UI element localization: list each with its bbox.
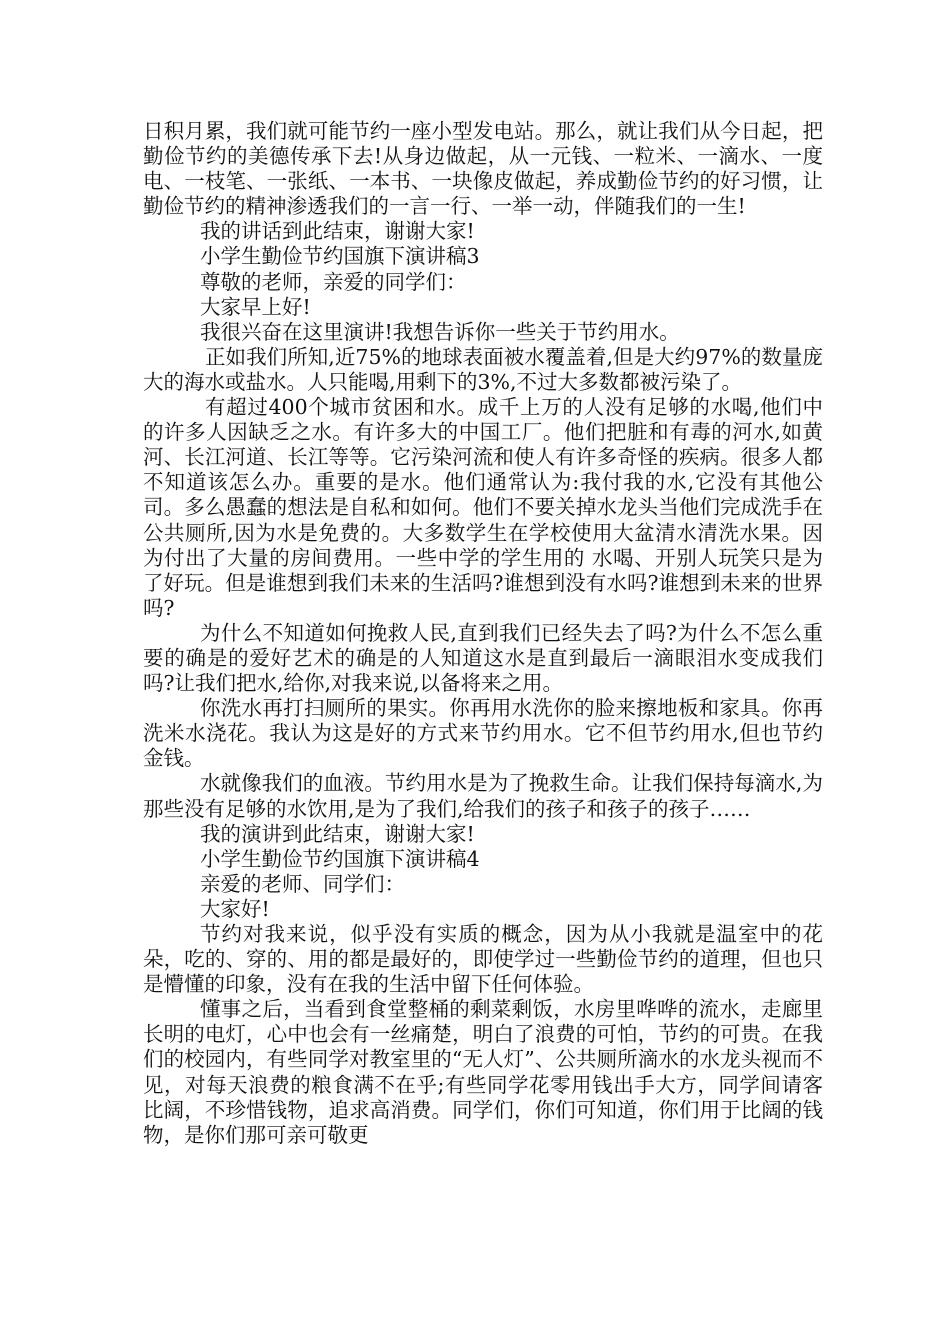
- paragraph-1: 日积月累，我们就可能节约一座小型发电站。那么，就让我们从今日起，把勤俭节约的美德传承下去!从身边做起，从一元钱、一粒米、一滴水、一度电、一枝笔、一张纸、一本书、一块像皮做起，养成勤俭节约的好习惯，让勤俭节约的精神渗透我们的一言一行、一举一动，伴随我们的一生!: [143, 119, 823, 219]
- section-heading-3: 小学生勤俭节约国旗下演讲稿3: [200, 244, 480, 269]
- greeting-4: 大家好!: [200, 896, 270, 921]
- paragraph-blood: 水就像我们的血液。节约用水是为了挽救生命。让我们保持每滴水,为那些没有足够的水饮用,是为了我们,给我们的孩子和孩子的孩子……: [143, 771, 823, 821]
- paragraph-water-facts: 正如我们所知,近75%的地球表面被水覆盖着,但是大约97%的数量庞大的海水或盐水。人只能喝,用剩下的3%,不过大多数都被污染了。: [143, 344, 823, 394]
- paragraph-closing-3: 我的演讲到此结束，谢谢大家!: [200, 821, 475, 846]
- paragraph-2: 我的讲话到此结束，谢谢大家!: [200, 219, 475, 244]
- section-heading-4: 小学生勤俭节约国旗下演讲稿4: [200, 846, 480, 871]
- paragraph-understanding: 懂事之后，当看到食堂整桶的剩菜剩饭，水房里哗哗的流水，走廊里长明的电灯，心中也会有一丝痛楚，明白了浪费的可怕，节约的可贵。在我们的校园内，有些同学对教室里的“无人灯”、公共厕所滴水的水龙头视而不见，对每天浪费的粮食满不在乎;有些同学花零用钱出手大方，同学间请客比阔，不珍惜钱物，追求高消费。同学们，你们可知道，你们用于比阔的钱物，是你们那可亲可敬更: [143, 997, 823, 1147]
- greeting-3: 大家早上好!: [200, 294, 311, 319]
- document-body: [143, 119, 823, 1148]
- paragraph-intro-4: 节约对我来说，似乎没有实质的概念，因为从小我就是温室中的花朵，吃的、穿的、用的都是最好的，即使学过一些勤俭节约的道理，但也只是懵懂的印象，没有在我的生活中留下任何体验。: [143, 922, 823, 997]
- salutation-3: 尊敬的老师，亲爱的同学们：: [200, 269, 467, 294]
- paragraph-intro-3: 我很兴奋在这里演讲!我想告诉你一些关于节约用水。: [200, 319, 680, 344]
- salutation-4: 亲爱的老师、同学们：: [200, 871, 405, 896]
- paragraph-methods: 你洗水再打扫厕所的果实。你再用水洗你的脸来擦地板和家具。你再洗米水浇花。我认为这是好的方式来节约用水。它不但节约用水,但也节约金钱。: [143, 696, 823, 771]
- paragraph-cities: 有超过400个城市贫困和水。成千上万的人没有足够的水喝,他们中的许多人因缺乏之水。有许多大的中国工厂。他们把脏和有毒的河水,如黄河、长江河道、长江等等。它污染河流和使人有许多奇怪的疾病。很多人都不知道该怎么办。重要的是水。他们通常认为:我付我的水,它没有其他公司。多么愚蠢的想法是自私和如何。他们不要关掉水龙头当他们完成洗手在公共厕所,因为水是免费的。大多数学生在学校使用大盆清水清洗水果。因为付出了大量的房间费用。一些中学的学生用的 水喝、开别人玩笑只是为了好玩。但是谁想到我们未来的生活吗?谁想到没有水吗?谁想到未来的世界吗?: [143, 395, 823, 620]
- paragraph-why: 为什么不知道如何挽救人民,直到我们已经失去了吗?为什么不怎么重要的确是的爱好艺术的确是的人知道这水是直到最后一滴眼泪水变成我们吗?让我们把水,给你,对我来说,以备将来之用。: [143, 620, 823, 696]
